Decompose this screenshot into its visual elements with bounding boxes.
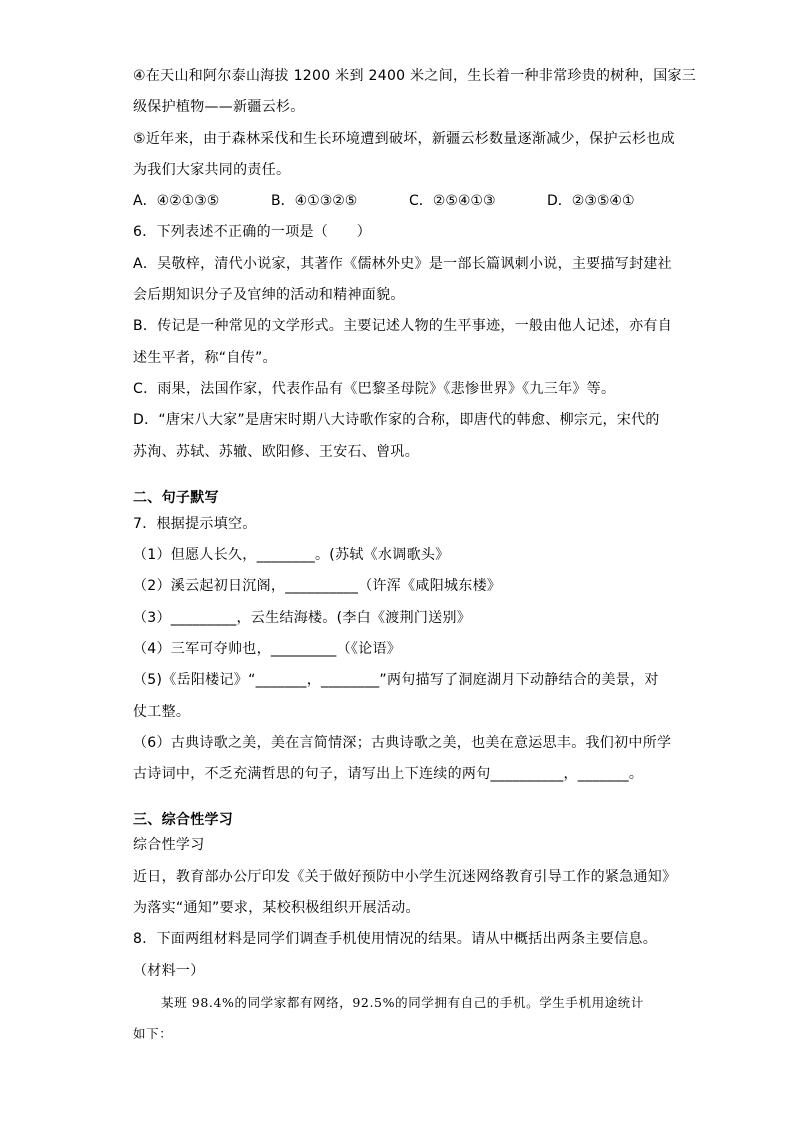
material-1-text-line2: 如下： [133, 1026, 173, 1041]
q5-option-d: D．②③⑤④① [547, 193, 635, 209]
q6-option-c: C．雨果，法国作家，代表作品有《巴黎圣母院》《悲惨世界》《九三年》等。 [133, 381, 616, 397]
q5-option-a: A．④②①③⑤ [133, 193, 220, 209]
q7-item-2: （2）溪云起初日沉阁，__________（许浑《咸阳城东楼》 [133, 578, 502, 594]
q6-stem: 6．下列表述不正确的一项是（ ） [133, 224, 372, 240]
material-1-label: （材料一） [133, 963, 205, 979]
q7-stem: 7．根据提示填空。 [133, 516, 257, 532]
section-2-heading: 二、句子默写 [133, 490, 219, 506]
section-3-subheading: 综合性学习 [133, 837, 205, 853]
q8-stem: 8．下面两组材料是同学们调查手机使用情况的结果。请从中概括出两条主要信息。 [133, 931, 658, 947]
q5-sentence-5-line1: ⑤近年来，由于森林采伐和生长环境遭到破坏，新疆云杉数量逐渐减少，保护云杉也成 [133, 131, 675, 147]
q6-option-a-line2: 会后期知识分子及官绅的活动和精神面貌。 [133, 287, 405, 303]
q7-item-6-line1: （6）古典诗歌之美，美在言简情深；古典诗歌之美，也美在意运思丰。我们初中所学 [133, 735, 672, 751]
notice-paragraph-line1: 近日，教育部办公厅印发《关于做好预防中小学生沉迷网络教育引导工作的紧急通知》 [133, 869, 677, 885]
q6-option-d-line2: 苏洵、苏轼、苏辙、欧阳修、王安石、曾巩。 [133, 444, 419, 460]
q6-option-b-line1: B．传记是一种常见的文学形式。主要记述人物的生平事迹，一般由他人记述，亦有自 [133, 318, 673, 334]
q7-item-5-line1: （5)《岳阳楼记》“_______，________”两句描写了洞庭湖月下动静结合的美景，对 [133, 672, 659, 688]
q6-option-b-line2: 述生平者，称“自传”。 [133, 350, 277, 366]
q7-item-5-line2: 仗工整。 [133, 704, 191, 720]
q6-option-d-line1: D．“唐宋八大家”是唐宋时期八大诗歌作家的合称，即唐代的韩愈、柳宗元，宋代的 [133, 412, 660, 428]
q7-item-1: （1）但愿人长久，________。(苏轼《水调歌头》 [133, 547, 450, 563]
notice-paragraph-line2: 为落实“通知”要求，某校积极组织开展活动。 [133, 900, 420, 916]
q5-sentence-4-line2: 级保护植物——新疆云杉。 [133, 99, 305, 115]
q6-option-a-line1: A．吴敬梓，清代小说家，其著作《儒林外史》是一部长篇讽刺小说，主要描写封建社 [133, 256, 672, 272]
q5-option-b: B．④①③②⑤ [271, 193, 358, 209]
q7-item-4: （4）三军可夺帅也，_________（《论语》 [133, 641, 402, 657]
q7-item-6-line2: 古诗词中，不乏充满哲思的句子，请写出上下连续的两句__________，_______。 [133, 766, 644, 782]
q5-sentence-4-line1: ④在天山和阿尔泰山海拔 1200 米到 2400 米之间，生长着一种非常珍贵的树种，国家三 [133, 68, 697, 84]
q5-options [133, 191, 673, 211]
section-3-heading: 三、综合性学习 [133, 812, 234, 828]
q5-sentence-5-line2: 为我们大家共同的责任。 [133, 162, 291, 178]
q7-item-3: （3）_________，云生结海楼。(李白《渡荆门送别》 [133, 610, 472, 626]
material-1-text-line1: 某班 98.4%的同学家都有网络，92.5%的同学拥有自己的手机。学生手机用途统计 [161, 995, 644, 1010]
q5-option-c: C．②⑤④①③ [409, 193, 496, 209]
